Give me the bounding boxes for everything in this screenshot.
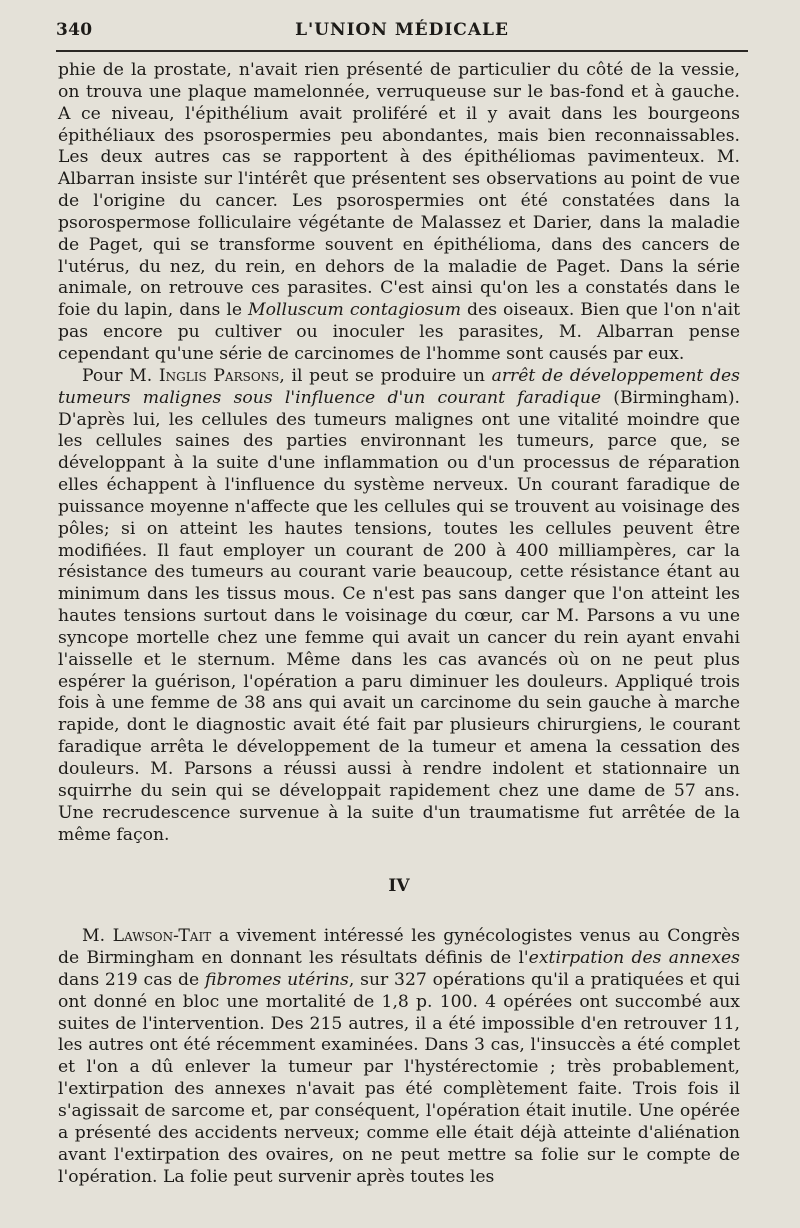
article-body: [58, 60, 740, 1188]
italic-term: fibromes utérins: [205, 969, 349, 990]
running-title: L'UNION MÉDICALE: [295, 20, 509, 40]
paragraph-text: M.: [82, 926, 106, 947]
paragraph-text: , sur 327 opérations qu'il a pratiquées et qui ont donné en bloc une mortalité de 1,8 p. 100. 4 opérées ont succombé aux suites de l'intervention. Des 215 autres, il a été impossible d'en retrouver 11, les autres ont été récemment examinées. Dans 3 cas, l'insuccès a été complet et l'on a dû enlever la tumeur par l'hystérectomie ; très probablement, l'extirpation des annexes n'avait pas été complètement faite. Trois fois il s'agissait de sarcome et, par conséquent, l'opération était inutile. Une opérée a présenté des accidents nerveux; comme elle était déjà atteinte d'aliénation avant l'extirpation des ovaires, on ne peut mettre sa folie sur le compte de l'opération. La folie peut survenir après toutes les: [58, 969, 741, 1187]
italic-term: Molluscum contagiosum: [248, 300, 462, 321]
section-number: IV: [388, 876, 410, 897]
paragraph-text: Pour M.: [82, 365, 153, 386]
paragraph-text: phie de la prostate, n'avait rien présenté de particulier du côté de la vessie, on trouva une plaque mamelonnée, verruqueuse sur le bas-fond et à gauche. A ce niveau, l'épithélium avait proliféré et il y avait dans les bourgeons épithéliaux des psorospermies peu abondantes, mais bien reconnaissables. Les deux autres cas se rapportent à des épithéliomas pavimenteux. M. Albarran insiste sur l'intérêt que présentent ses observations au point de vue de l'origine du cancer. Les psorospermies ont été constatées dans la psorospermose folliculaire végétante de Malassez et Darier, dans la maladie de Paget, qui se transforme souvent en épithélioma, dans des cancers de l'utérus, du nez, du rein, en dehors de la maladie de Paget. Dans la série animale, on retrouve ces parasites. C'est ainsi qu'on les a constatés dans le foie du lapin, dans le: [58, 60, 740, 321]
paragraph-text: des oiseaux. Bien que l'on n'ait pas encore pu cultiver ou inoculer les parasites, M. Albarran pense cependant qu'une série de carcinomes de l'homme sont causés par eux.: [58, 300, 740, 364]
header-rule: [56, 50, 748, 52]
italic-term: extirpation des annexes: [528, 948, 740, 969]
paragraph-text: (Birmingham). D'après lui, les cellules des tumeurs malignes ont une vitalité moindre que les cellules saines des parties environnant les tumeurs, parce que, se développant à la suite d'une inflammation ou d'un processus de réparation elles échappent à l'influence du système nerveux. Un courant faradique de puissance moyenne n'affecte que les cellules qui se trouvent au voisinage des pôles; si on atteint les hautes tensions, toutes les cellules peuvent être modifiées. Il faut employer un courant de 200 à 400 milliampères, car la résistance des tumeurs au courant varie beaucoup, cette résistance étant au minimum dans les tissus mous. Ce n'est pas sans danger que l'on atteint les hautes tensions surtout dans le voisinage du cœur, car M. Parsons a vu une syncope mortelle chez une femme qui avait un cancer du rein ayant envahi l'aisselle et le sternum. Même dans les cas avancés où on ne peut plus espérer la guérison, l'opération a paru diminuer les douleurs. Appliqué trois fois à une femme de 38 ans qui avait un carcinome du sein gauche à marche rapide, dont le diagnostic avait été fait par plusieurs chirurgiens, le courant faradique arrêta le développement de la tumeur et amena la cessation des douleurs. M. Parsons a réussi aussi à rendre indolent et stationnaire un squirrhe du sein qui se développait rapidement chez une dame de 57 ans. Une recrudescence survenue à la suite d'un traumatisme fut arrêtée de la même façon.: [58, 387, 740, 845]
paragraph-lawson-tait: [58, 926, 740, 1188]
page-number: 340: [56, 20, 93, 40]
paragraph-text: , il peut se produire un: [279, 365, 485, 386]
paragraph-text: dans 219 cas de: [58, 969, 200, 990]
paragraph-albarran: [58, 60, 740, 366]
page-header: [56, 20, 748, 44]
paragraph-parsons: [58, 366, 740, 847]
author-name: Lawson-Tait: [112, 926, 212, 947]
italic-title: arrêt de développement des tumeurs malignes sous l'influence d'un courant faradique: [58, 365, 740, 408]
paragraph-text: a vivement intéressé les gynécologistes venus au Congrès de Birmingham en donnant les résultats définis de l': [58, 926, 740, 969]
author-name: Inglis Parsons: [158, 365, 280, 386]
